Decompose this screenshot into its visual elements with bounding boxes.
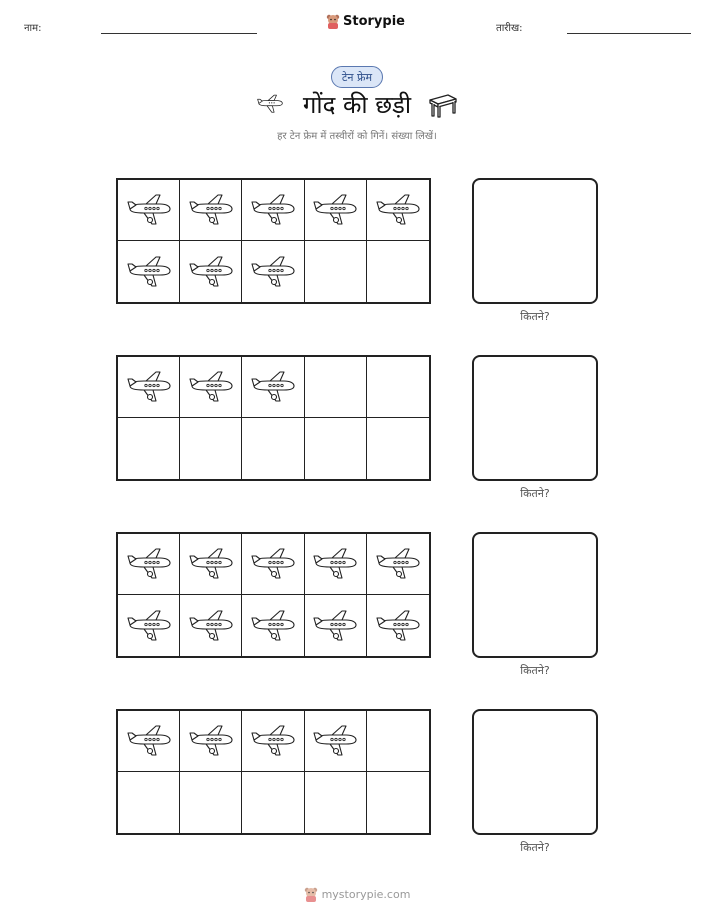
answer-label: कितने? — [520, 841, 550, 854]
ten-frame-cell — [242, 772, 304, 833]
ten-frame-cell — [242, 180, 304, 241]
ten-frame-cell — [367, 180, 429, 241]
name-label: नाम: — [24, 23, 42, 34]
brand-logo — [326, 13, 405, 29]
airplane-icon — [126, 609, 172, 643]
ten-frame-cell — [367, 711, 429, 772]
footer — [0, 886, 714, 902]
airplane-icon — [126, 724, 172, 758]
airplane-icon — [250, 370, 296, 404]
table-icon — [428, 92, 458, 118]
airplane-icon — [188, 724, 234, 758]
ten-frame-cell — [242, 357, 304, 418]
date-line — [567, 33, 691, 34]
ten-frame-cell — [242, 595, 304, 656]
ten-frame-cell — [367, 241, 429, 302]
answer-box[interactable] — [472, 355, 598, 481]
ten-frame-cell — [242, 418, 304, 479]
bear-mascot-icon — [326, 13, 340, 29]
ten-frame-cell — [242, 711, 304, 772]
airplane-icon — [375, 609, 421, 643]
ten-frame-cell — [118, 534, 180, 595]
answer-box[interactable] — [472, 178, 598, 304]
ten-frame-cell — [305, 418, 367, 479]
airplane-icon — [188, 609, 234, 643]
instructions: हर टेन फ्रेम में तस्वीरों को गिनें। संख्या लिखें। — [277, 131, 437, 142]
answer-label: कितने? — [520, 310, 550, 323]
airplane-icon — [250, 547, 296, 581]
bear-mascot-icon — [304, 886, 318, 902]
ten-frame-cell — [180, 357, 242, 418]
ten-frame-cell — [118, 180, 180, 241]
answer-label: कितने? — [520, 664, 550, 677]
ten-frame-cell — [367, 595, 429, 656]
ten-frame-cell — [180, 180, 242, 241]
ten-frame-cell — [305, 241, 367, 302]
ten-frame-cell — [118, 357, 180, 418]
airplane-icon — [250, 193, 296, 227]
ten-frame-cell — [367, 357, 429, 418]
answer-box[interactable] — [472, 532, 598, 658]
ten-frame-cell — [180, 418, 242, 479]
page-title: गोंद की छड़ी — [302, 91, 412, 119]
airplane-icon — [312, 724, 358, 758]
ten-frame-cell — [305, 595, 367, 656]
airplane-icon — [126, 255, 172, 289]
ten-frame-cell — [367, 534, 429, 595]
airplane-icon — [375, 547, 421, 581]
airplane-icon — [250, 724, 296, 758]
ten-frame-cell — [367, 418, 429, 479]
airplane-icon — [126, 547, 172, 581]
ten-frame-cell — [367, 772, 429, 833]
airplane-icon — [375, 193, 421, 227]
airplane-icon — [250, 255, 296, 289]
ten-frame — [116, 355, 431, 481]
ten-frame — [116, 532, 431, 658]
airplane-icon — [126, 193, 172, 227]
airplane-icon — [188, 193, 234, 227]
date-label: तारीख: — [496, 23, 523, 34]
ten-frame — [116, 709, 431, 835]
worksheet-type-badge: टेन फ्रेम — [331, 66, 383, 88]
airplane-icon — [188, 547, 234, 581]
ten-frame-cell — [180, 595, 242, 656]
ten-frame-cell — [118, 772, 180, 833]
ten-frame-cell — [118, 418, 180, 479]
ten-frame-cell — [180, 711, 242, 772]
ten-frame-cell — [180, 241, 242, 302]
ten-frame-cell — [180, 772, 242, 833]
answer-label: कितने? — [520, 487, 550, 500]
ten-frame-cell — [180, 534, 242, 595]
airplane-icon — [312, 193, 358, 227]
airplane-icon — [188, 370, 234, 404]
airplane-icon — [312, 609, 358, 643]
airplane-icon — [250, 609, 296, 643]
ten-frame-cell — [305, 772, 367, 833]
ten-frame-cell — [118, 241, 180, 302]
ten-frame-cell — [305, 534, 367, 595]
ten-frame-cell — [305, 357, 367, 418]
ten-frame-cell — [118, 711, 180, 772]
ten-frame — [116, 178, 431, 304]
ten-frame-cell — [118, 595, 180, 656]
ten-frame-cell — [305, 711, 367, 772]
airplane-icon — [188, 255, 234, 289]
name-line — [101, 33, 257, 34]
airplane-icon — [312, 547, 358, 581]
footer-website: mystorypie.com — [321, 887, 411, 901]
ten-frame-cell — [242, 534, 304, 595]
answer-box[interactable] — [472, 709, 598, 835]
ten-frame-cell — [242, 241, 304, 302]
ten-frame-cell — [305, 180, 367, 241]
airplane-icon — [126, 370, 172, 404]
brand-name: Storypie — [343, 13, 405, 29]
